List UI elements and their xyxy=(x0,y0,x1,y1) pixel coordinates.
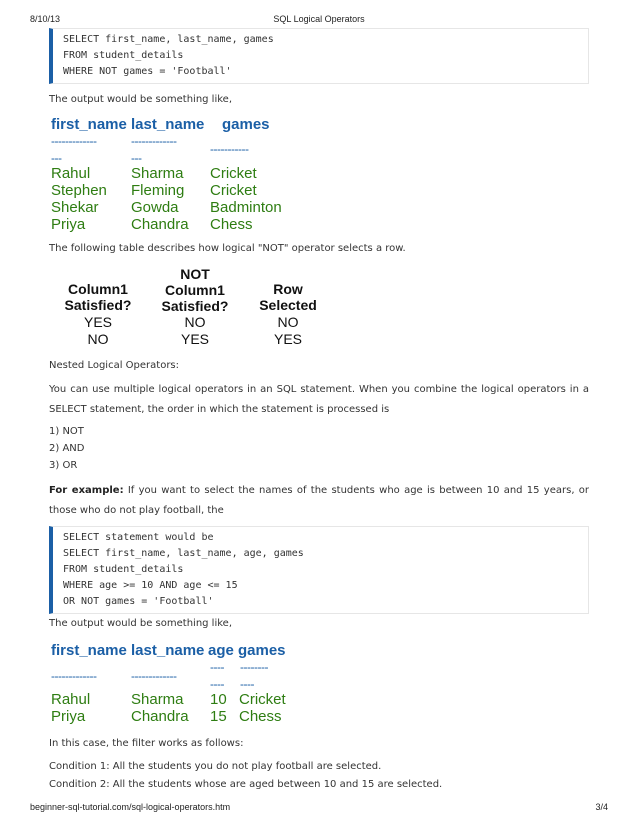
print-date: 8/10/13 xyxy=(30,14,61,24)
truth-cell: NO xyxy=(277,314,299,330)
precedence-item: 3) OR xyxy=(49,460,78,471)
code-line: SELECT first_name, last_name, age, games xyxy=(63,548,304,559)
table-cell: Chess xyxy=(210,216,253,233)
dash-line: ------------- xyxy=(51,134,97,148)
table-cell: Chandra xyxy=(131,216,189,233)
dash-line: ---- xyxy=(240,677,254,691)
footer-url: beginner-sql-tutorial.com/sql-logical-operators.htm xyxy=(30,802,231,812)
dash-line: ---- xyxy=(210,677,224,691)
truth-cell: YES xyxy=(83,314,112,330)
table-cell: Sharma xyxy=(131,165,184,182)
filter-intro: In this case, the filter works as follows: xyxy=(49,738,244,749)
table-header: games xyxy=(222,116,270,133)
condition-item: Condition 1: All the students you do not play football are selected. xyxy=(49,761,382,772)
table-header: first_name xyxy=(51,642,127,659)
table-cell: Chandra xyxy=(131,708,189,725)
code-line: FROM student_details xyxy=(63,50,184,61)
dash-line: --- xyxy=(51,151,62,165)
table-cell: Rahul xyxy=(51,691,91,708)
table-cell: Badminton xyxy=(210,199,282,216)
code-block-2 xyxy=(49,526,589,614)
page-number: 3/4 xyxy=(595,802,608,812)
example-paragraph xyxy=(49,481,589,521)
table-cell: Shekar xyxy=(51,199,99,216)
example-text: If you want to select the names of the students who age is between 10 and 15 years, or those who do not play football, the xyxy=(49,485,589,516)
output-intro-2: The output would be something like, xyxy=(49,618,233,629)
table-cell: Cricket xyxy=(210,182,257,199)
dash-line: ------------- xyxy=(131,669,177,683)
dash-line: --- xyxy=(131,151,142,165)
table-header: games xyxy=(238,642,286,659)
not-intro: The following table describes how logical "NOT" operator selects a row. xyxy=(49,243,406,254)
code-line: OR NOT games = 'Football' xyxy=(63,596,214,607)
condition-item: Condition 2: All the students whose are aged between 10 and 15 are selected. xyxy=(49,779,443,790)
table-cell: Sharma xyxy=(131,691,184,708)
table-cell: Cricket xyxy=(210,165,257,182)
table-cell: Gowda xyxy=(131,199,179,216)
precedence-list xyxy=(49,423,589,474)
code-line: SELECT statement would be xyxy=(63,532,214,543)
dash-line: ----------- xyxy=(210,142,249,156)
nested-title: Nested Logical Operators: xyxy=(49,360,180,371)
truth-cell: NO xyxy=(87,331,109,347)
truth-cell: YES xyxy=(180,331,209,347)
table-cell: Chess xyxy=(239,708,282,725)
code-line: WHERE age >= 10 AND age <= 15 xyxy=(63,580,238,591)
truth-header: Row Selected xyxy=(259,281,317,313)
code-line: SELECT first_name, last_name, games xyxy=(63,34,274,45)
page-title: SQL Logical Operators xyxy=(273,14,365,24)
code-line: WHERE NOT games = 'Football' xyxy=(63,66,232,77)
truth-cell: YES xyxy=(273,331,302,347)
table-header: last_name xyxy=(131,116,205,133)
table-header: first_name xyxy=(51,116,127,133)
table-cell: Priya xyxy=(51,708,86,725)
table-cell: Cricket xyxy=(239,691,286,708)
precedence-item: 2) AND xyxy=(49,443,85,454)
table-header: last_name xyxy=(131,642,205,659)
table-header: age xyxy=(208,642,234,659)
table-cell: 10 xyxy=(210,691,227,708)
nested-description: You can use multiple logical operators in an SQL statement. When you combine the logical operators in a SELECT statement, the order in which the statement is processed is xyxy=(49,384,589,415)
dash-line: ------------- xyxy=(131,134,177,148)
truth-cell: NO xyxy=(184,314,206,330)
table-cell: 15 xyxy=(210,708,227,725)
precedence-item: 1) NOT xyxy=(49,426,84,437)
dash-line: -------- xyxy=(240,660,268,674)
conditions-list xyxy=(49,758,589,794)
table-cell: Fleming xyxy=(131,182,185,199)
code-line: FROM student_details xyxy=(63,564,184,575)
table-cell: Stephen xyxy=(51,182,107,199)
output-intro-1: The output would be something like, xyxy=(49,94,233,105)
truth-header: NOT Column1 Satisfied? xyxy=(161,266,229,314)
truth-header: Column1 Satisfied? xyxy=(64,281,132,313)
dash-line: ------------- xyxy=(51,669,97,683)
dash-line: ---- xyxy=(210,660,224,674)
table-cell: Priya xyxy=(51,216,86,233)
code-block-1 xyxy=(49,28,589,84)
table-cell: Rahul xyxy=(51,165,91,182)
example-label: For example: xyxy=(49,485,124,496)
